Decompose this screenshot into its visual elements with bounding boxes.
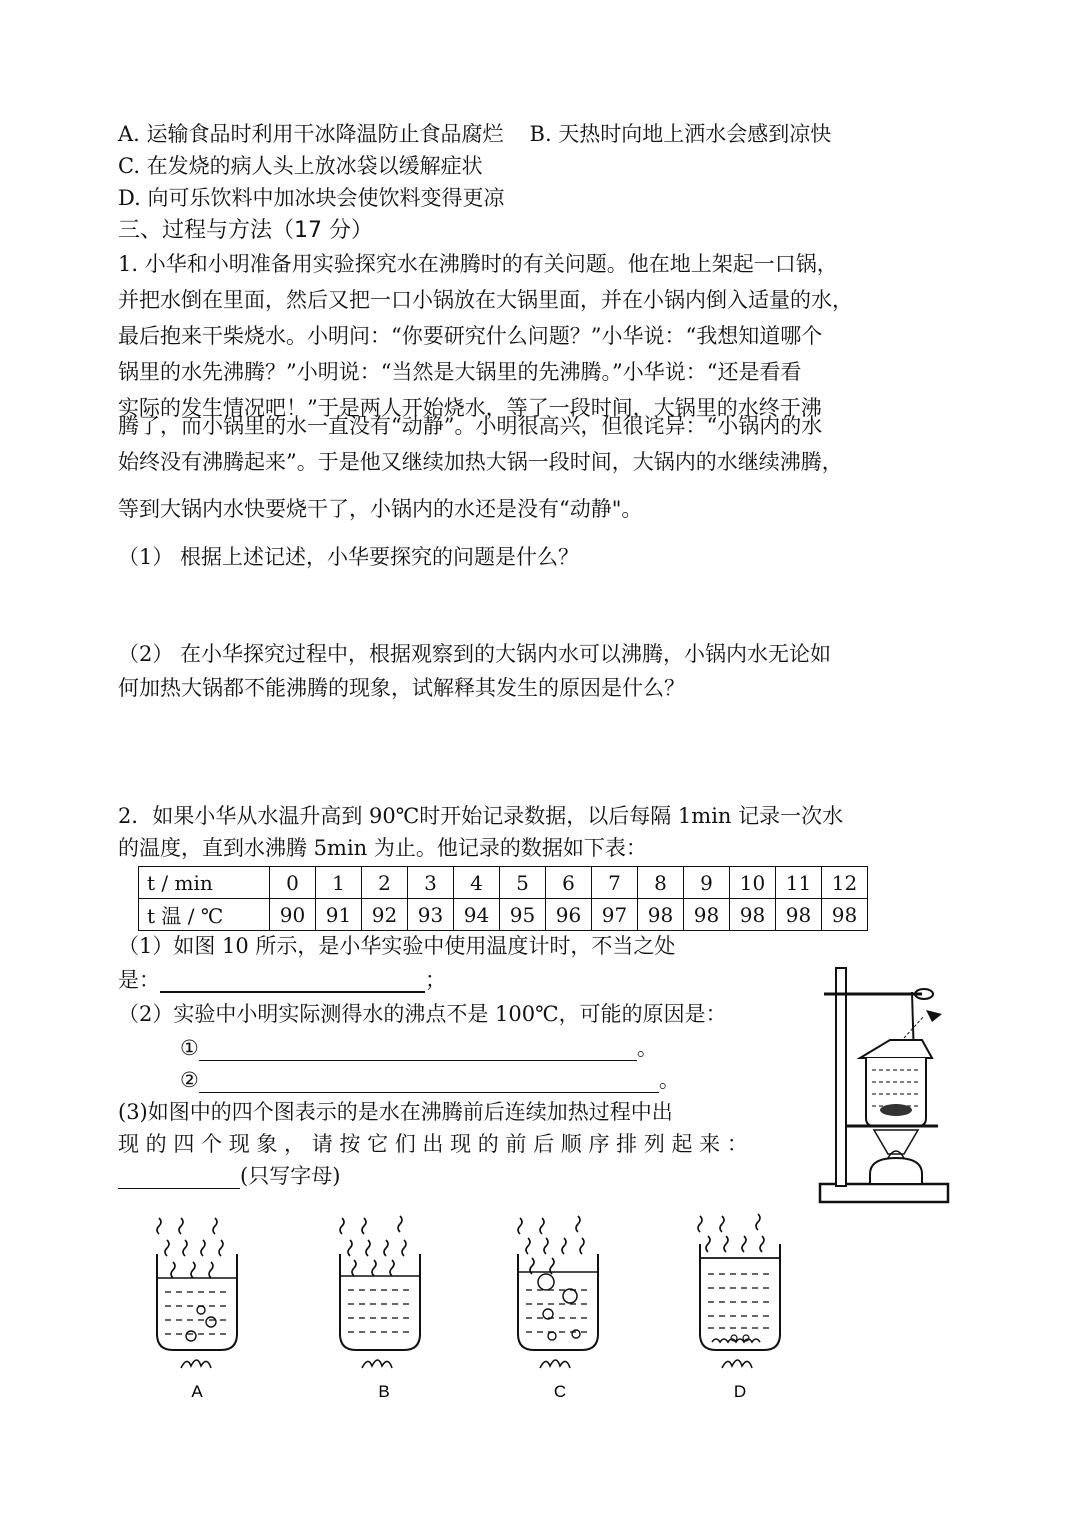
q1-line-5: 实际的发生情况吧！”于是两人开始烧水，等了一段时间，大锅里的水终于沸 bbox=[118, 396, 822, 420]
q1-line-6: 腾了，而小锅里的水一直没有“动静”。小明很高兴，但很诧异：“小锅内的水 bbox=[118, 414, 823, 438]
figure-label-d: D bbox=[733, 1382, 747, 1401]
table-cell: 98 bbox=[776, 899, 822, 931]
boiling-figure-c bbox=[508, 1210, 608, 1408]
table-cell: 7 bbox=[592, 867, 638, 899]
q2-sub3-suffix: (只写字母) bbox=[240, 1164, 341, 1188]
table-row bbox=[139, 867, 868, 899]
table-cell: 0 bbox=[270, 867, 316, 899]
answer-blank[interactable] bbox=[160, 973, 425, 993]
q2-sub3-line1: (3)如图中的四个图表示的是水在沸腾前后连续加热过程中出 bbox=[118, 1100, 673, 1124]
q2-sub1-line1: （1）如图 10 所示，是小华实验中使用温度计时，不当之处 bbox=[118, 934, 676, 958]
boiling-figure-a bbox=[145, 1210, 245, 1408]
answer-blank[interactable] bbox=[118, 1170, 240, 1189]
q2-sub3-line2: 现 的 四 个 现 象 ， 请 按 它 们 出 现 的 前 后 顺 序 排 列 起 来 ： bbox=[118, 1132, 748, 1156]
figure-label-a: A bbox=[191, 1382, 203, 1401]
table-cell: 2 bbox=[362, 867, 408, 899]
q2-sub1-suffix: ； bbox=[425, 968, 446, 992]
q2-sub2: （2）实验中小明实际测得水的沸点不是 100℃，可能的原因是： bbox=[118, 1002, 727, 1026]
blank2-end: 。 bbox=[658, 1068, 680, 1092]
table-cell: 10 bbox=[730, 867, 776, 899]
table-cell: 98 bbox=[638, 899, 684, 931]
table-cell: 12 bbox=[822, 867, 868, 899]
table-cell: 8 bbox=[638, 867, 684, 899]
q2-line1: 2．如果小华从水温升高到 90℃时开始记录数据，以后每隔 1min 记录一次水 bbox=[118, 804, 844, 828]
table-cell: 95 bbox=[500, 899, 546, 931]
table-cell: 6 bbox=[546, 867, 592, 899]
q2-sub3-line3 bbox=[118, 1164, 340, 1189]
q1-sub1: （1） 根据上述记述，小华要探究的问题是什么？ bbox=[118, 545, 580, 569]
table-cell: 98 bbox=[684, 899, 730, 931]
q2-blank1-line bbox=[180, 1036, 658, 1061]
circled-one-mark: ① bbox=[180, 1036, 199, 1060]
table-cell: 1 bbox=[316, 867, 362, 899]
q1-line-1: 1. 小华和小明准备用实验探究水在沸腾时的有关问题。他在地上架起一口锅， bbox=[118, 252, 838, 276]
table-cell: 11 bbox=[776, 867, 822, 899]
section-heading: 三、过程与方法（17 分） bbox=[118, 218, 373, 243]
table-row bbox=[139, 899, 868, 931]
answer-blank[interactable] bbox=[199, 1042, 637, 1061]
boiling-figure-b bbox=[330, 1210, 430, 1408]
circled-two-mark: ② bbox=[180, 1068, 199, 1092]
heating-apparatus-figure bbox=[812, 958, 964, 1216]
table-cell: 9 bbox=[684, 867, 730, 899]
table-cell: 5 bbox=[500, 867, 546, 899]
q1-line-2: 并把水倒在里面，然后又把一口小锅放在大锅里面，并在小锅内倒入适量的水， bbox=[118, 288, 853, 312]
table-cell: 93 bbox=[408, 899, 454, 931]
table-header-time: t / min bbox=[139, 867, 270, 899]
table-cell: 97 bbox=[592, 899, 638, 931]
q2-blank2-line bbox=[180, 1068, 680, 1093]
table-cell: 90 bbox=[270, 899, 316, 931]
option-b: B. 天热时向地上洒水会感到凉快 bbox=[529, 122, 832, 146]
table-cell: 98 bbox=[822, 899, 868, 931]
boiling-figure-d bbox=[690, 1210, 790, 1408]
option-a: A. 运输食品时利用干冰降温防止食品腐烂 bbox=[118, 122, 504, 146]
table-cell: 94 bbox=[454, 899, 500, 931]
table-cell: 98 bbox=[730, 899, 776, 931]
q2-sub1-answer-line bbox=[118, 968, 446, 993]
q1-line-8: 等到大锅内水快要烧干了，小锅内的水还是没有“动静"。 bbox=[118, 497, 643, 521]
option-d: D. 向可乐饮料中加冰块会使饮料变得更凉 bbox=[118, 186, 505, 210]
option-c: C. 在发烧的病人头上放冰袋以缓解症状 bbox=[118, 154, 483, 178]
option-a-b-line bbox=[118, 122, 831, 147]
table-cell: 92 bbox=[362, 899, 408, 931]
figure-label-b: B bbox=[378, 1382, 390, 1401]
q2-sub1-prefix: 是： bbox=[118, 968, 160, 992]
blank1-end: 。 bbox=[636, 1036, 658, 1060]
table-cell: 4 bbox=[454, 867, 500, 899]
q1-sub2-line2: 何加热大锅都不能沸腾的现象，试解释其发生的原因是什么？ bbox=[118, 676, 685, 700]
q1-line-4: 锅里的水先沸腾？”小明说：“当然是大锅里的先沸腾。”小华说：“还是看看 bbox=[118, 360, 802, 384]
q1-sub2-line1: （2） 在小华探究过程中，根据观察到的大锅内水可以沸腾，小锅内水无论如 bbox=[118, 642, 832, 666]
q1-line-3: 最后抱来干柴烧水。小明问：“你要研究什么问题？”小华说：“我想知道哪个 bbox=[118, 324, 823, 348]
answer-blank[interactable] bbox=[199, 1074, 659, 1093]
figure-label-c: C bbox=[553, 1382, 567, 1401]
table-cell: 96 bbox=[546, 899, 592, 931]
table-cell: 3 bbox=[408, 867, 454, 899]
q2-line2: 的温度，直到水沸腾 5min 为止。他记录的数据如下表： bbox=[118, 836, 647, 860]
q1-line-7: 始终没有沸腾起来”。于是他又继续加热大锅一段时间，大锅内的水继续沸腾， bbox=[118, 450, 843, 474]
table-header-temp: t 温 / ℃ bbox=[139, 899, 270, 931]
temperature-table bbox=[138, 866, 868, 931]
table-cell: 91 bbox=[316, 899, 362, 931]
